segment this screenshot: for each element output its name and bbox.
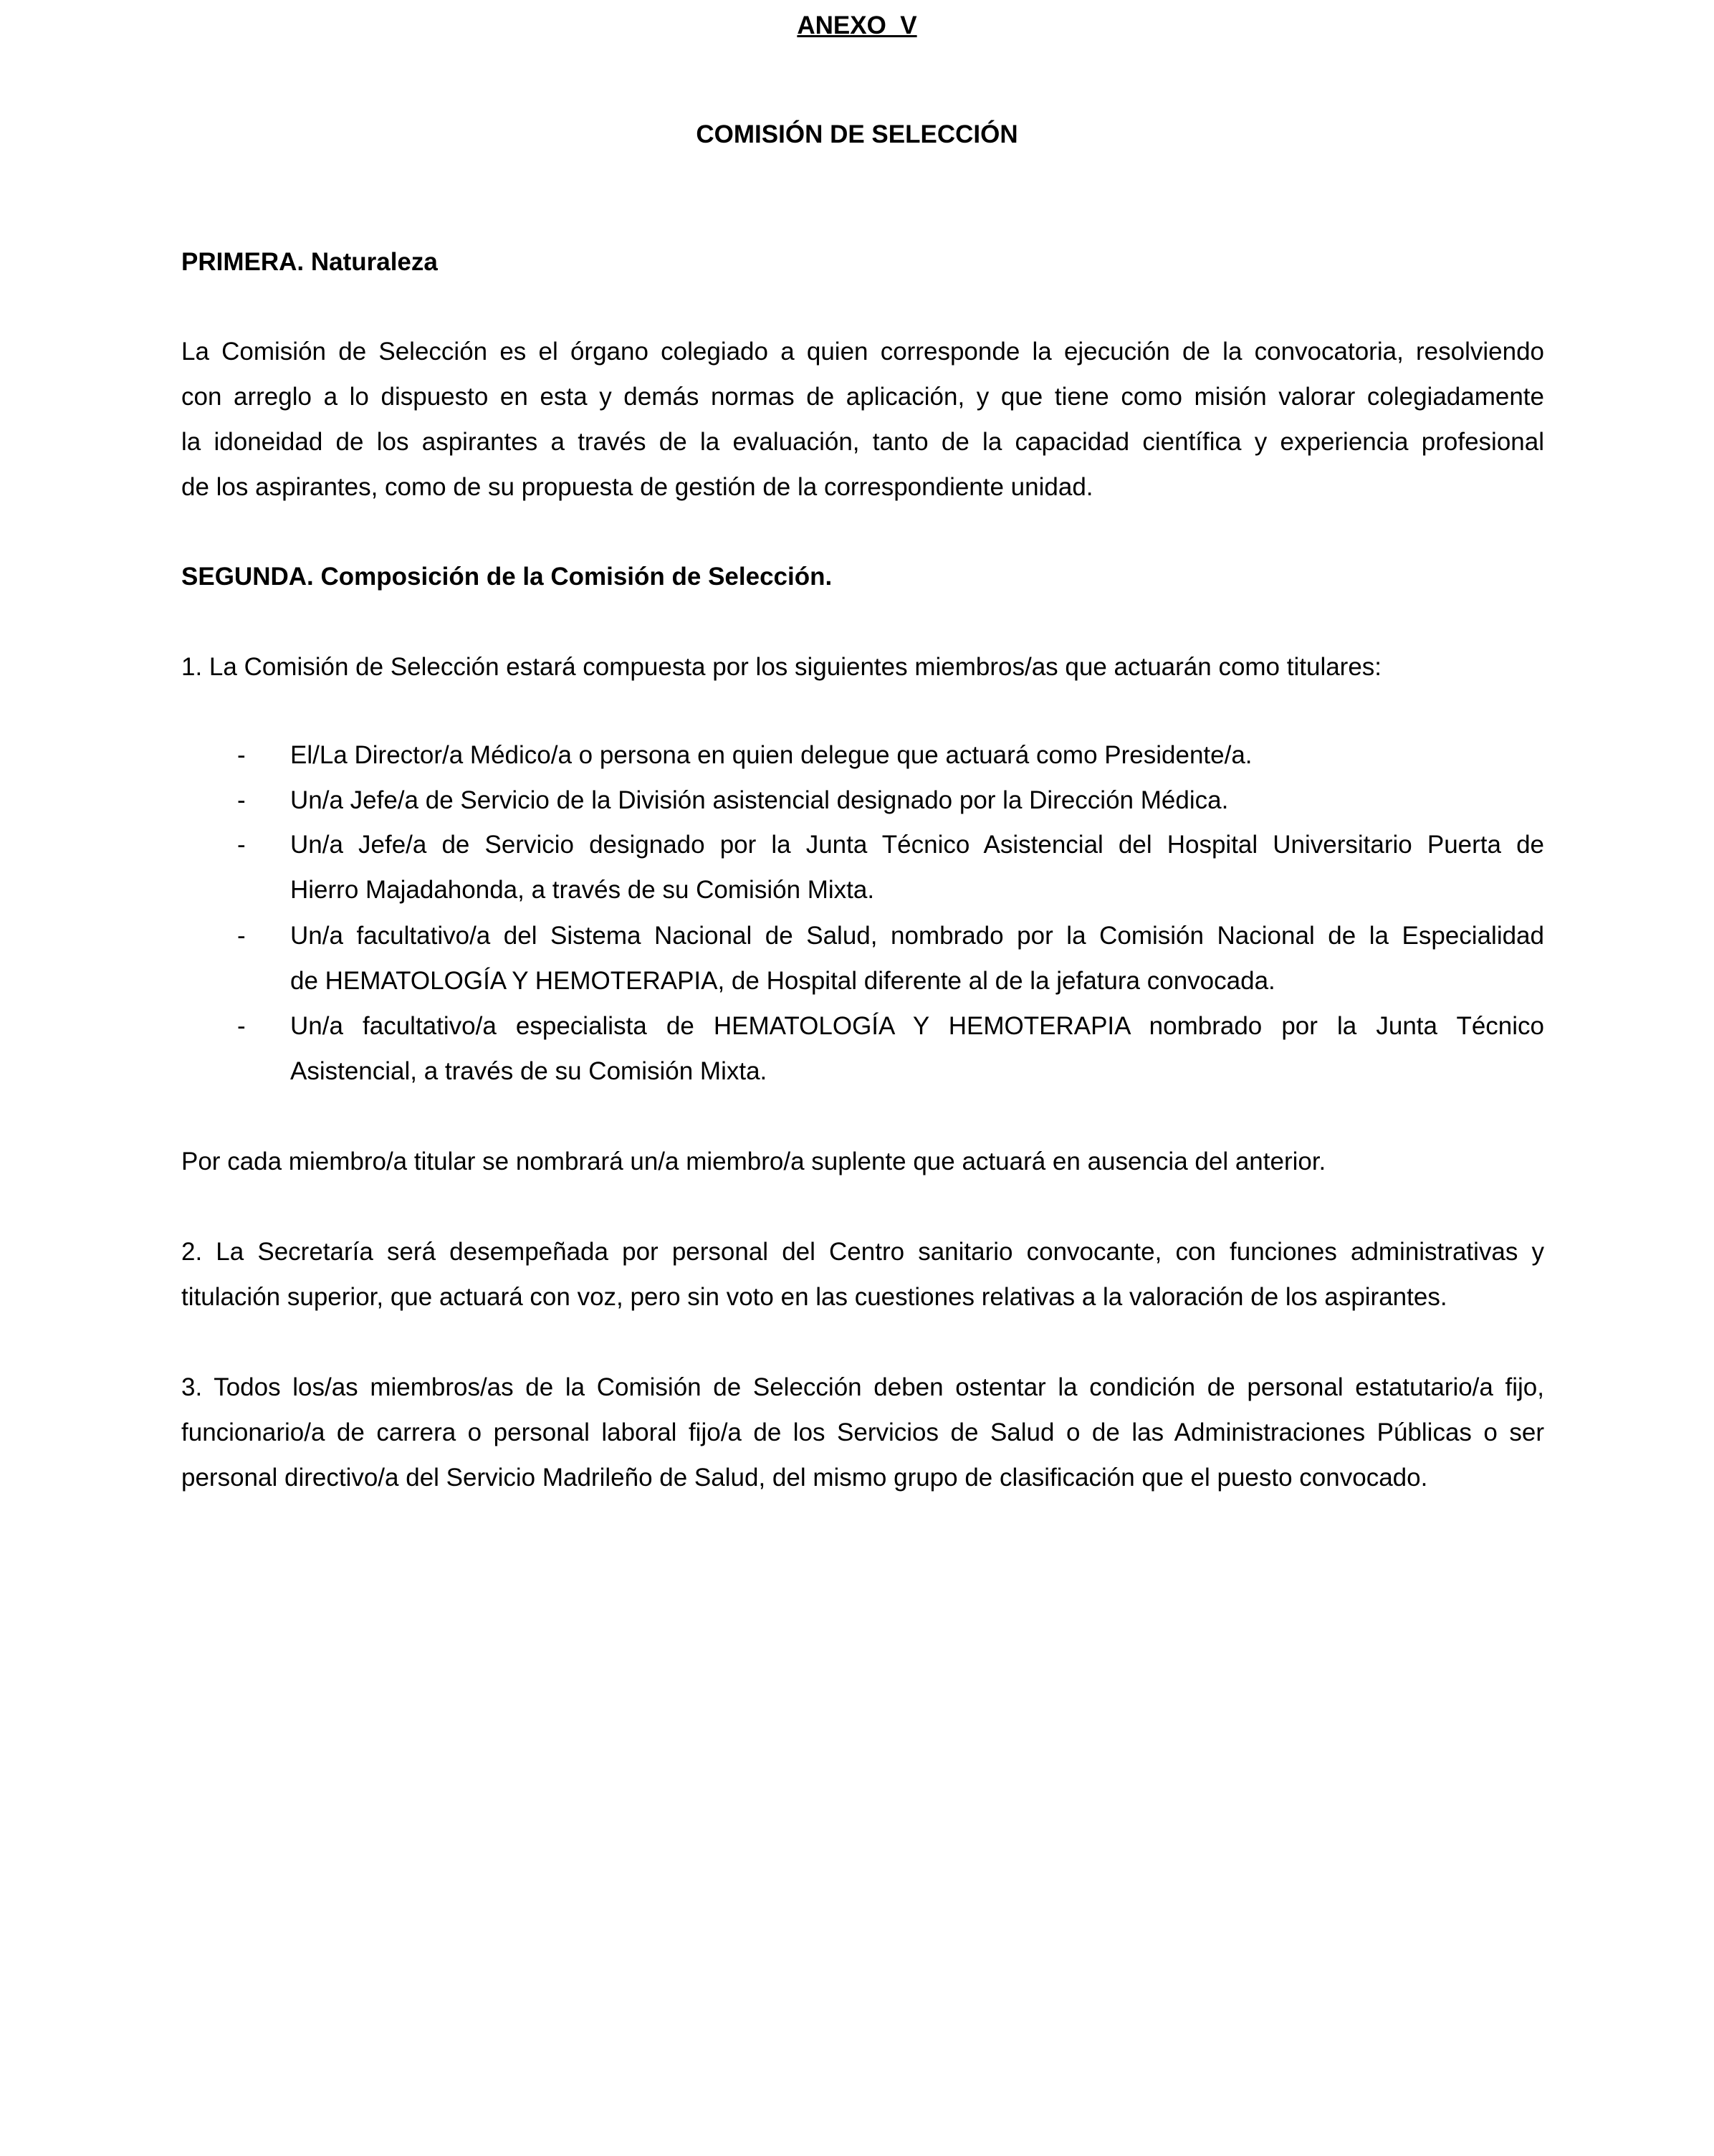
text-line: de los aspirantes, como de su propuesta de gestión de la correspondiente unidad.: [181, 473, 1093, 501]
text-line: Asistencial, a través de su Comisión Mixta.: [290, 1057, 767, 1085]
annex-title-text: ANEXO V: [797, 11, 917, 39]
text-line: Un/a facultativo/a especialista de HEMATOLOGÍA Y HEMOTERAPIA nombrado por la Junta Técnico: [290, 1012, 1544, 1040]
text-line: Un/a facultativo/a del Sistema Nacional de Salud, nombrado por la Comisión Nacional de la Especialidad: [290, 922, 1544, 950]
bullet-dash: -: [237, 1012, 246, 1040]
suplente-paragraph: Por cada miembro/a titular se nombrará un/a miembro/a suplente que actuará en ausencia del anterior.: [181, 1148, 1326, 1175]
text-line: Un/a Jefe/a de Servicio de la División asistencial designado por la Dirección Médica.: [290, 786, 1229, 814]
bullet-dash: -: [237, 786, 246, 814]
text-line: funcionario/a de carrera o personal laboral fijo/a de los Servicios de Salud o de las Administraciones Públicas o ser: [181, 1418, 1544, 1446]
text-line: la idoneidad de los aspirantes a través de la evaluación, tanto de la capacidad científica y experiencia profesional: [181, 428, 1544, 456]
annex-title: [0, 3, 1714, 48]
text-line: El/La Director/a Médico/a o persona en quien delegue que actuará como Presidente/a.: [290, 741, 1253, 769]
text-line: de HEMATOLOGÍA Y HEMOTERAPIA, de Hospital diferente al de la jefatura convocada.: [290, 967, 1275, 995]
list-item: [181, 733, 1544, 778]
text-line: personal directivo/a del Servicio Madrileño de Salud, del mismo grupo de clasificación que el puesto convocado.: [181, 1464, 1428, 1492]
text-line: La Comisión de Selección es el órgano colegiado a quien corresponde la ejecución de la convocatoria, resolviendo: [181, 338, 1544, 366]
segunda-heading: SEGUNDA. Composición de la Comisión de Selección.: [181, 563, 833, 591]
list-item: [181, 822, 1544, 912]
section-title: COMISIÓN DE SELECCIÓN: [696, 120, 1018, 148]
primera-heading: PRIMERA. Naturaleza: [181, 248, 438, 276]
text-line: Hierro Majadahonda, a través de su Comisión Mixta.: [290, 876, 875, 904]
list-item: [181, 913, 1544, 1003]
bullet-dash: -: [237, 922, 246, 950]
primera-paragraph: [181, 329, 1544, 510]
bullet-dash: -: [237, 741, 246, 769]
item-2: [181, 1229, 1544, 1320]
text-line: Un/a Jefe/a de Servicio designado por la Junta Técnico Asistencial del Hospital Universitario Puerta de: [290, 831, 1544, 859]
item-3: [181, 1365, 1544, 1500]
list-item: [181, 778, 1544, 823]
text-line: con arreglo a lo dispuesto en esta y demás normas de aplicación, y que tiene como misión valorar colegiadamente: [181, 383, 1544, 411]
list-item: [181, 1003, 1544, 1094]
bullet-dash: -: [237, 831, 246, 859]
item-1: 1. La Comisión de Selección estará compuesta por los siguientes miembros/as que actuarán como titulares:: [181, 653, 1382, 681]
text-line: 3. Todos los/as miembros/as de la Comisión de Selección deben ostentar la condición de personal estatutario/a fijo,: [181, 1373, 1544, 1401]
text-line: 2. La Secretaría será desempeñada por personal del Centro sanitario convocante, con funciones administrativas y: [181, 1238, 1544, 1266]
text-line: titulación superior, que actuará con voz, pero sin voto en las cuestiones relativas a la valoración de los aspirantes.: [181, 1283, 1447, 1311]
